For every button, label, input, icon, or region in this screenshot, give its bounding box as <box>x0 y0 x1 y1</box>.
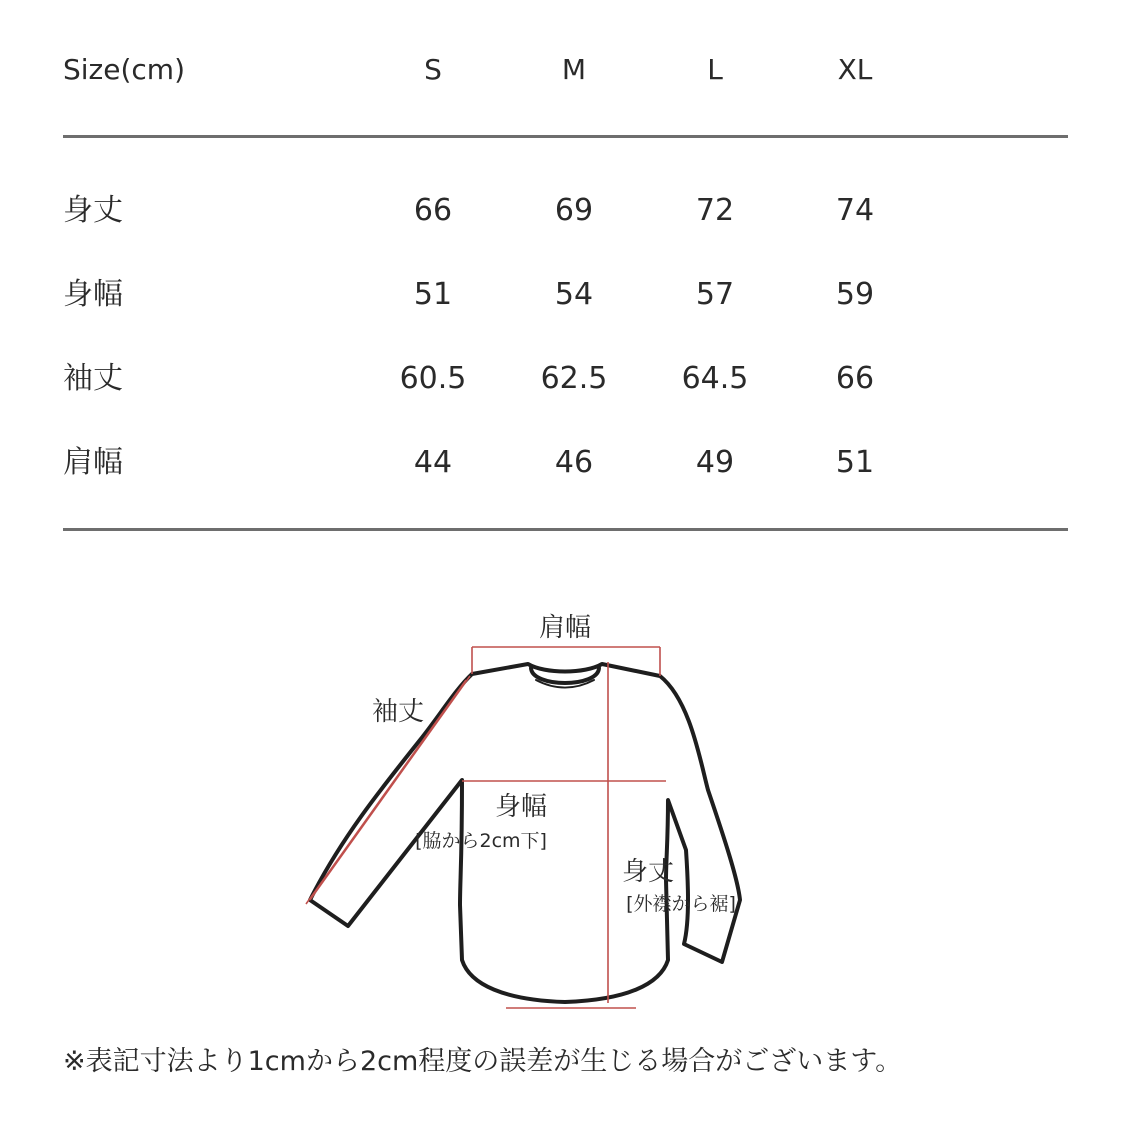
row-label-sleeve-length: 袖丈 <box>63 361 123 396</box>
table-cell: 51 <box>835 445 875 480</box>
table-cell: 64.5 <box>681 361 749 396</box>
sleeve-length-label: 袖丈 <box>371 697 425 727</box>
table-cell: 54 <box>554 277 594 312</box>
table-cell: 74 <box>835 193 875 228</box>
row-label-shoulder-width: 肩幅 <box>63 445 123 480</box>
row-label-body-length: 身丈 <box>63 193 123 228</box>
table-cell: 66 <box>835 361 875 396</box>
body-length-label: 身丈 <box>621 857 675 887</box>
table-cell: 51 <box>413 277 453 312</box>
table-cell: 57 <box>695 277 735 312</box>
shoulder-width-label: 肩幅 <box>538 613 592 643</box>
table-cell: 69 <box>554 193 594 228</box>
table-cell: 72 <box>695 193 735 228</box>
table-cell: 62.5 <box>540 361 608 396</box>
table-cell: 59 <box>835 277 875 312</box>
table-cell: 49 <box>695 445 735 480</box>
body-width-label: 身幅 <box>494 792 548 822</box>
table-cell: 46 <box>554 445 594 480</box>
measurement-disclaimer: ※表記寸法より1cmから2cm程度の誤差が生じる場合がございます。 <box>63 1046 903 1077</box>
table-cell: 66 <box>413 193 453 228</box>
measurement-guides <box>306 647 666 1008</box>
size-header-m: M <box>561 53 587 86</box>
size-header-xl: XL <box>837 53 873 86</box>
size-header-s: S <box>424 53 442 86</box>
body-width-note: [脇から2cm下] <box>415 830 547 852</box>
row-label-body-width: 身幅 <box>63 277 123 312</box>
table-cell: 44 <box>413 445 453 480</box>
size-unit-label: Size(cm) <box>63 53 185 86</box>
body-length-note: [外襟から裾] <box>626 893 736 915</box>
table-cell: 60.5 <box>399 361 467 396</box>
size-header-l: L <box>707 53 723 86</box>
